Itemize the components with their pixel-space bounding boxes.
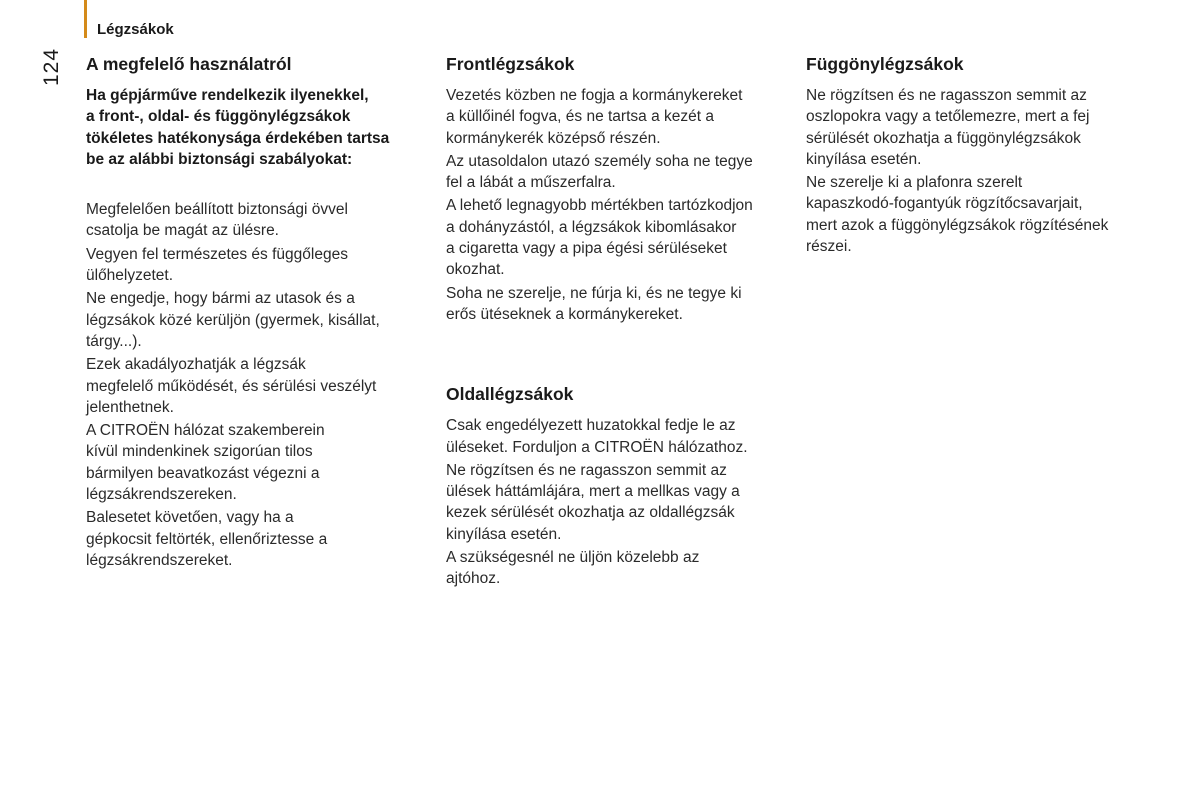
text-line: Megfelelően beállított biztonsági övvel	[86, 201, 348, 219]
column-curtain-airbags	[806, 53, 1146, 259]
text-line: csatolja be magát az ülésre.	[86, 222, 279, 240]
text-line: fel a lábát a műszerfalra.	[446, 174, 616, 192]
body-paragraph	[86, 288, 426, 352]
text-line: légzsákrendszereket.	[86, 551, 233, 569]
text-line: A lehető legnagyobb mértékben tartózkodjon	[446, 197, 753, 215]
heading-proper-use: A megfelelő használatról	[86, 54, 292, 74]
text-line: Ne engedje, hogy bármi az utasok és a	[86, 290, 355, 308]
body-paragraph	[86, 354, 426, 418]
curtain-airbag-paragraphs	[806, 85, 1146, 257]
text-line: bármilyen beavatkozást végezni a	[86, 464, 320, 482]
text-line: erős ütéseknek a kormánykereket.	[446, 305, 683, 323]
section-accent-bar	[84, 0, 87, 38]
body-paragraph	[446, 415, 786, 458]
body-paragraph	[446, 460, 786, 545]
text-line: gépkocsit feltörték, ellenőriztesse a	[86, 530, 328, 548]
section-spacer	[446, 327, 786, 383]
text-line: tökéletes hatékonysága érdekében tartsa	[86, 129, 390, 147]
text-line: ajtóhoz.	[446, 570, 501, 588]
text-line: Vezetés közben ne fogja a kormánykereket	[446, 87, 743, 104]
text-line: kezek sérülését okozhatja az oldallégzsák	[446, 504, 735, 522]
text-line: sérülését okozhatja a függönylégzsákok	[806, 129, 1081, 147]
side-airbag-paragraphs	[446, 415, 786, 589]
text-line: üléseket. Forduljon a CITROËN hálózathoz.	[446, 438, 748, 456]
heading-side-airbags: Oldallégzsákok	[446, 384, 574, 405]
text-line: A CITROËN hálózat szakemberein	[86, 422, 325, 440]
text-line: a front-, oldal- és függönylégzsákok	[86, 108, 351, 126]
text-line: ülések háttámlájára, mert a mellkas vagy a	[446, 483, 740, 501]
text-line: okozhat.	[446, 261, 505, 279]
text-line: Ne rögzítsen és ne ragasszon semmit az	[446, 461, 727, 479]
body-paragraph	[806, 172, 1146, 257]
text-line: Ne rögzítsen és ne ragasszon semmit az	[806, 87, 1087, 104]
heading-front-airbags: Frontlégzsákok	[446, 54, 575, 74]
body-paragraph	[446, 283, 786, 326]
intro-paragraph	[86, 85, 426, 170]
body-paragraph	[86, 507, 426, 571]
body-paragraph	[446, 195, 786, 280]
text-line: kinyílása esetén.	[806, 150, 922, 168]
body-paragraph	[86, 420, 426, 505]
text-line: jelenthetnek.	[86, 398, 174, 416]
text-line: Balesetet követően, vagy ha a	[86, 509, 294, 527]
text-line: ülőhelyzetet.	[86, 267, 174, 285]
column-proper-use	[86, 53, 426, 573]
body-paragraph	[446, 151, 786, 194]
text-line: a cigaretta vagy a pipa égési sérüléseket	[446, 240, 727, 258]
text-line: részei.	[806, 238, 852, 256]
text-line: Az utasoldalon utazó személy soha ne tegye	[446, 152, 753, 170]
front-airbag-paragraphs	[446, 85, 786, 325]
body-paragraph	[86, 199, 426, 242]
text-line: be az alábbi biztonsági szabályokat:	[86, 150, 353, 168]
text-line: Vegyen fel természetes és függőleges	[86, 245, 348, 263]
page-number: 124	[40, 47, 63, 86]
heading-curtain-airbags: Függönylégzsákok	[806, 54, 964, 74]
text-line: megfelelő működését, és sérülési veszélyt	[86, 377, 377, 395]
column-front-side-airbags	[446, 53, 786, 592]
proper-use-paragraphs	[86, 199, 426, 571]
text-line: Csak engedélyezett huzatokkal fedje le az	[446, 417, 736, 435]
text-line: kinyílása esetén.	[446, 525, 562, 543]
section-label: Légzsákok	[97, 21, 174, 38]
text-line: légzsákok közé kerüljön (gyermek, kisállat,	[86, 311, 380, 329]
text-line: kormánykerék középső részén.	[446, 129, 661, 147]
text-line: légzsákrendszereken.	[86, 486, 237, 504]
body-paragraph	[86, 244, 426, 287]
text-line: oszlopokra vagy a tetőlemezre, mert a fej	[806, 108, 1090, 126]
text-line: kapaszkodó-fogantyúk rögzítőcsavarjait,	[806, 195, 1083, 213]
text-line: Ezek akadályozhatják a légzsák	[86, 356, 306, 374]
text-line: Ne szerelje ki a plafonra szerelt	[806, 174, 1023, 192]
text-line: kívül mindenkinek szigorúan tilos	[86, 443, 313, 461]
text-line: a dohányzástól, a légzsákok kibomlásakor	[446, 218, 737, 236]
text-line: A szükségesnél ne üljön közelebb az	[446, 549, 700, 567]
body-paragraph	[446, 547, 786, 590]
text-line: Soha ne szerelje, ne fúrja ki, és ne tegye ki	[446, 284, 742, 302]
body-paragraph	[806, 85, 1146, 170]
text-line: mert azok a függönylégzsákok rögzítésének	[806, 216, 1109, 234]
text-line: a küllőinél fogva, és ne tartsa a kezét a	[446, 108, 714, 126]
text-line: tárgy...).	[86, 332, 142, 350]
body-paragraph	[446, 85, 786, 149]
text-line: Ha gépjárműve rendelkezik ilyenekkel,	[86, 87, 369, 104]
